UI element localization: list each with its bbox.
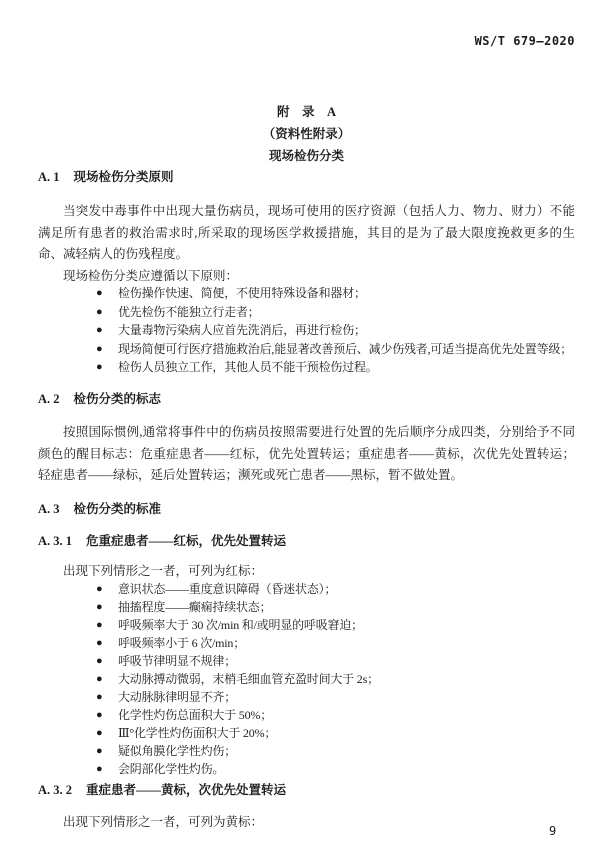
section-title: 重症患者——黄标，次优先处置转运 bbox=[86, 783, 287, 797]
bullet-text: 大动脉脉律明显不齐； bbox=[118, 690, 237, 704]
bullet-item bbox=[38, 634, 575, 652]
bullet-text: 呼吸频率大于 30 次/min 和/或明显的呼吸窘迫； bbox=[118, 618, 363, 632]
section-a31-heading bbox=[38, 533, 575, 549]
a1-bullet-list bbox=[38, 284, 575, 377]
a31-paragraph-1: 出现下列情形之一者，可列为红标： bbox=[63, 564, 264, 578]
bullet-icon: ● bbox=[96, 673, 103, 685]
bullet-icon: ● bbox=[96, 637, 103, 649]
bullet-icon: ● bbox=[96, 305, 103, 318]
bullet-icon: ● bbox=[96, 727, 103, 739]
appendix-title: 附 录 A bbox=[276, 105, 337, 119]
section-a2-heading bbox=[38, 391, 575, 407]
bullet-item bbox=[38, 616, 575, 634]
doc-header bbox=[38, 34, 575, 48]
bullet-icon: ● bbox=[96, 619, 103, 631]
a1-paragraph-1: 当突发中毒事件中出现大量伤病员，现场可使用的医疗资源（包括人力、物力、财力）不能满足所有患者的救治需求时,所采取的现场医学救援措施，其目的是为了最大限度挽救更多的生命、减轻病人的伤残程度。 bbox=[38, 204, 575, 261]
bullet-item bbox=[38, 724, 575, 742]
appendix-subtitle: （资料性附录） bbox=[262, 127, 351, 141]
bullet-icon: ● bbox=[96, 601, 103, 613]
bullet-item bbox=[38, 321, 575, 340]
bullet-icon: ● bbox=[96, 763, 103, 775]
bullet-icon: ● bbox=[96, 709, 103, 721]
bullet-text: 检伤操作快速、简便，不使用特殊设备和器材； bbox=[118, 286, 366, 300]
bullet-icon: ● bbox=[96, 324, 103, 337]
bullet-text: 意识状态——重度意识障碍（昏迷状态）； bbox=[118, 582, 337, 596]
section-a32-heading bbox=[38, 782, 575, 798]
section-number: A. 3 bbox=[38, 502, 60, 516]
section-number: A. 3. 1 bbox=[38, 534, 73, 548]
section-a3-heading bbox=[38, 501, 575, 517]
bullet-item bbox=[38, 303, 575, 322]
bullet-item bbox=[38, 340, 575, 359]
bullet-text: 疑似角膜化学性灼伤； bbox=[118, 744, 237, 758]
bullet-item bbox=[38, 688, 575, 706]
bullet-icon: ● bbox=[96, 691, 103, 703]
bullet-text: 抽搐程度——癫痫持续状态； bbox=[118, 600, 272, 614]
bullet-icon: ● bbox=[96, 745, 103, 757]
bullet-icon: ● bbox=[96, 655, 103, 667]
bullet-icon: ● bbox=[96, 342, 103, 355]
bullet-item bbox=[38, 760, 575, 778]
bullet-item bbox=[38, 358, 575, 377]
bullet-text: 呼吸节律明显不规律； bbox=[118, 654, 237, 668]
appendix-heading: 现场检伤分类 bbox=[268, 149, 344, 163]
bullet-item bbox=[38, 652, 575, 670]
bullet-text: 检伤人员独立工作，其他人员不能干预检伤过程。 bbox=[118, 360, 378, 375]
bullet-text: 优先检伤不能独立行走者； bbox=[118, 304, 260, 319]
section-number: A. 3. 2 bbox=[38, 783, 73, 797]
section-title: 现场检伤分类原则 bbox=[73, 170, 174, 184]
bullet-icon: ● bbox=[96, 287, 103, 299]
a32-paragraph-1: 出现下列情形之一者，可列为黄标： bbox=[63, 815, 264, 829]
bullet-icon: ● bbox=[96, 361, 103, 374]
bullet-item bbox=[38, 742, 575, 760]
section-a1-heading bbox=[38, 169, 575, 185]
section-title: 检伤分类的标准 bbox=[73, 502, 162, 516]
bullet-text: 呼吸频率小于 6 次/min； bbox=[118, 636, 246, 650]
bullet-item bbox=[38, 706, 575, 724]
bullet-text: 大动脉搏动微弱，末梢毛细血管充盈时间大于 2s； bbox=[118, 672, 379, 686]
bullet-item bbox=[38, 598, 575, 616]
section-number: A. 1 bbox=[38, 170, 60, 184]
bullet-text: Ⅲ°化学性灼伤面积大于 20%； bbox=[118, 726, 277, 740]
bullet-item bbox=[38, 284, 575, 303]
page-number: 9 bbox=[549, 824, 557, 838]
bullet-icon: ● bbox=[96, 583, 103, 595]
bullet-text: 化学性灼伤总面积大于 50%； bbox=[118, 708, 272, 722]
bullet-text: 会阴部化学性灼伤。 bbox=[118, 762, 225, 776]
section-title: 危重症患者——红标，优先处置转运 bbox=[86, 534, 287, 548]
bullet-text: 现场简便可行医疗措施救治后,能显著改善预后、减少伤残者,可适当提高优先处置等级； bbox=[118, 341, 573, 356]
section-title: 检伤分类的标志 bbox=[73, 392, 162, 406]
doc-code: WS/T 679—2020 bbox=[474, 34, 575, 48]
bullet-item bbox=[38, 670, 575, 688]
section-number: A. 2 bbox=[38, 392, 60, 406]
a1-paragraph-2: 现场检伤分类应遵循以下原则： bbox=[63, 269, 239, 283]
a31-bullet-list bbox=[38, 580, 575, 778]
a2-paragraph-1: 按照国际惯例,通常将事件中的伤病员按照需要进行处置的先后顺序分成四类，分别给予不同颜色的醒目标志：危重症患者——红标，优先处置转运；重症患者——黄标，次优先处置转运；轻症患者——绿标，延后处置转运；濒死或死亡患者——黑标，暂不做处置。 bbox=[38, 425, 575, 482]
bullet-item bbox=[38, 580, 575, 598]
appendix-title-block bbox=[38, 101, 575, 167]
bullet-text: 大量毒物污染病人应首先洗消后，再进行检伤； bbox=[118, 323, 366, 338]
